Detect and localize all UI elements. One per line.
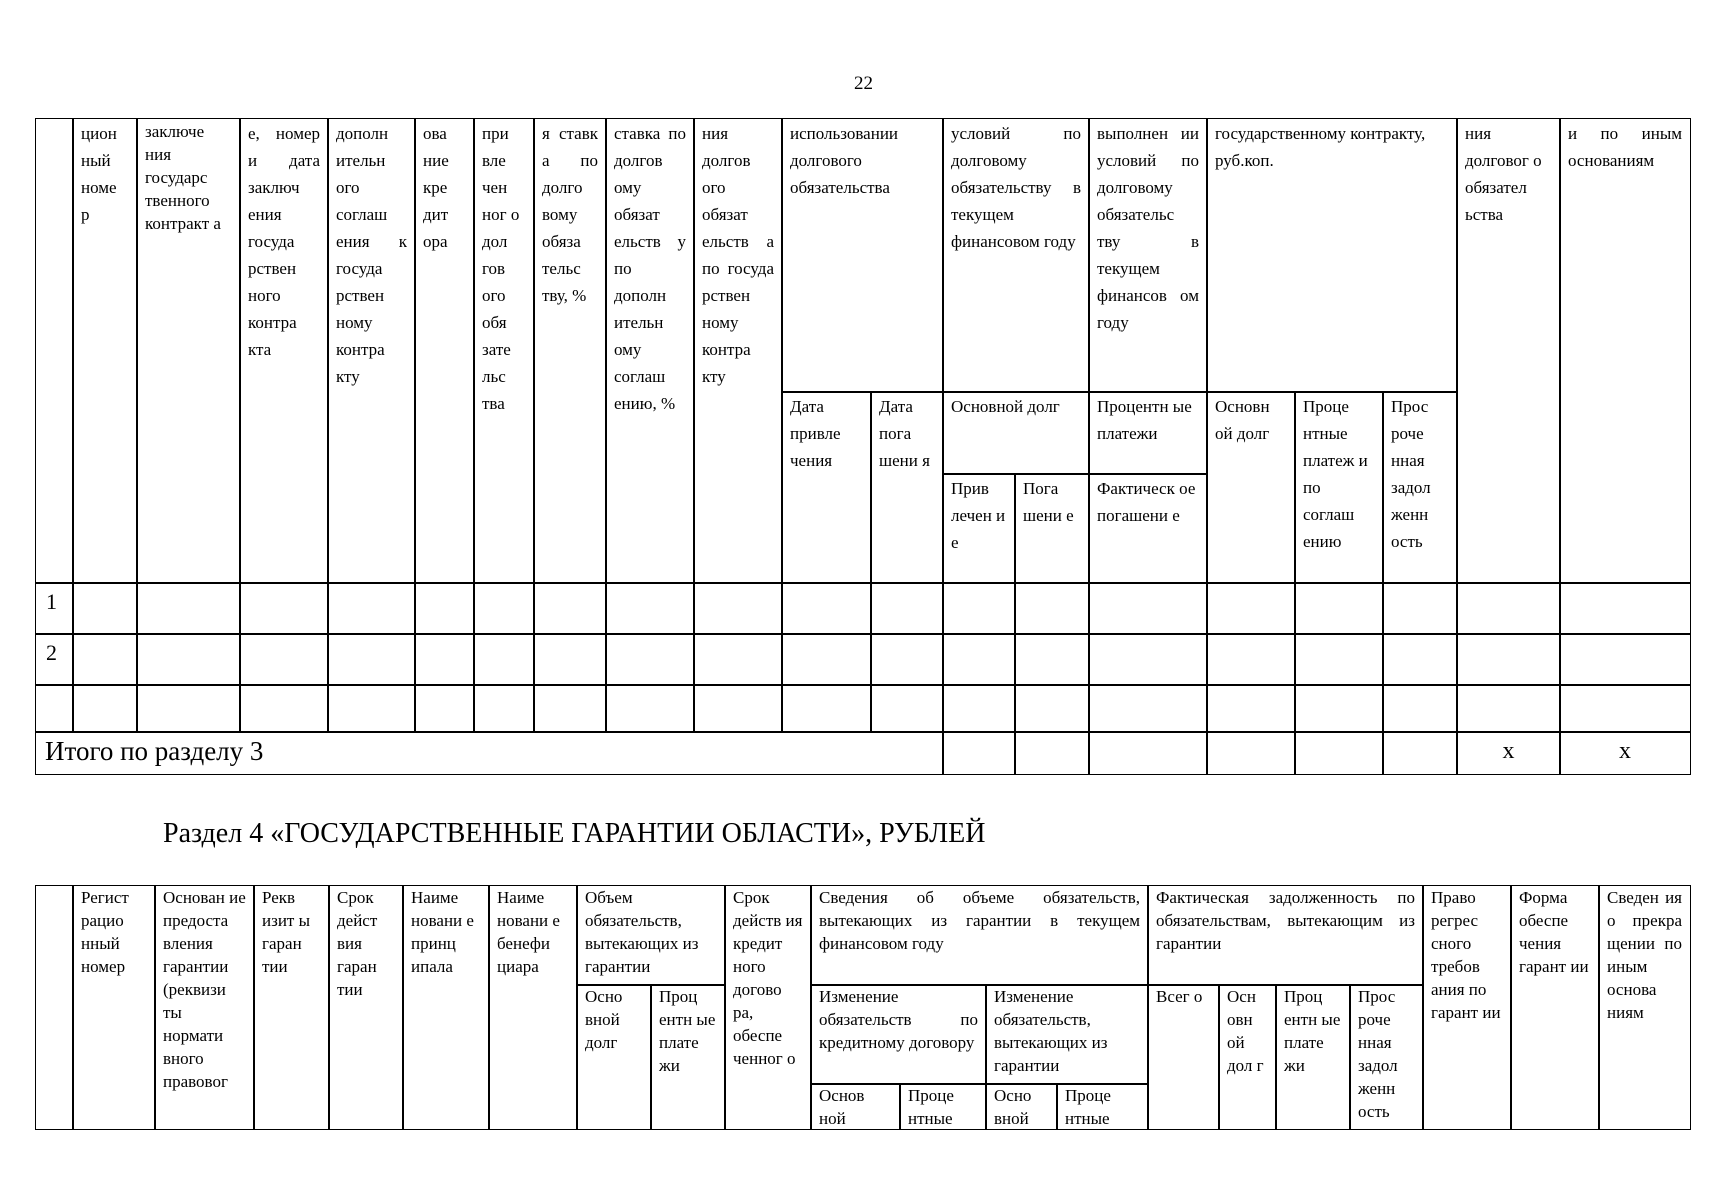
- table-cell: [414, 582, 475, 635]
- table-cell: [136, 684, 241, 733]
- table-cell: [473, 582, 535, 635]
- header-cell: Проц ентн ые плате жи: [650, 984, 726, 1130]
- header-cell: при вле чен ног о дол гов ого обя зате льс тва: [473, 118, 535, 584]
- table-cell: [327, 684, 416, 733]
- table-cell: [533, 633, 607, 686]
- table-cell: [781, 684, 872, 733]
- header-cell: Проце нтные: [899, 1083, 987, 1130]
- table-cell: [1382, 582, 1458, 635]
- table-cell: [327, 582, 416, 635]
- section4-heading: Раздел 4 «ГОСУДАРСТВЕННЫЕ ГАРАНТИИ ОБЛАСТИ», РУБЛЕЙ: [163, 818, 986, 849]
- table-cell: [1206, 633, 1296, 686]
- table-cell: [1088, 731, 1208, 775]
- header-cell: Проце нтные: [1056, 1083, 1149, 1130]
- table-cell: [605, 633, 695, 686]
- header-cell: Форма обеспе чения гарант ии: [1510, 885, 1600, 1130]
- header-cell: Фактическая задолженность по обязательствам, вытекающим из гарантии: [1147, 885, 1424, 986]
- table-cell: [533, 684, 607, 733]
- table-cell: [1014, 582, 1090, 635]
- table-cell: [1294, 633, 1384, 686]
- table-cell: [1088, 633, 1208, 686]
- table-cell: [1014, 684, 1090, 733]
- header-cell: Срок действ ия кредит ного догово ра, обеспе ченног о: [724, 885, 812, 1130]
- row-number: 1: [35, 582, 74, 635]
- row-number: 2: [35, 633, 74, 686]
- table-cell: [1206, 731, 1296, 775]
- row-number: [35, 684, 74, 733]
- total-x-mark: х: [1456, 731, 1561, 775]
- table-cell: [1559, 582, 1691, 635]
- header-cell: Прос роче нная задол женн ость: [1349, 984, 1424, 1130]
- table-cell: [1014, 633, 1090, 686]
- table-cell: [781, 582, 872, 635]
- header-cell: Основан ие предоста вления гарантии (реквизи ты нормати вного правовог: [154, 885, 255, 1130]
- table-cell: [473, 684, 535, 733]
- table-cell: [136, 633, 241, 686]
- table-cell: [72, 684, 138, 733]
- table-cell: [239, 684, 329, 733]
- table-cell: [1294, 684, 1384, 733]
- header-cell: [35, 885, 74, 1130]
- subheader-repaid: Пога шени е: [1014, 473, 1090, 584]
- subheader-actual-repayment: Фактическ ое погашени е: [1088, 473, 1208, 584]
- table-cell: [605, 582, 695, 635]
- table-cell: [533, 582, 607, 635]
- header-cell: Объем обязательств, вытекающих из гарантии: [576, 885, 726, 986]
- header-cell: Срок дейст вия гаран тии: [328, 885, 404, 1130]
- table-cell: [1294, 582, 1384, 635]
- header-cell: ова ние кре дит ора: [414, 118, 475, 584]
- header-cell: дополн ительн ого соглаш ения к госуда рствен ному контра кту: [327, 118, 416, 584]
- header-cell: Всег о: [1147, 984, 1220, 1130]
- header-cell: ставка по долгов ому обязат ельств у по дополн ительн ому соглаш ению, %: [605, 118, 695, 584]
- table-cell: [942, 731, 1016, 775]
- page-number: 22: [854, 73, 873, 94]
- table-cell: [1382, 684, 1458, 733]
- header-cell: Наиме новани е бенефи циара: [488, 885, 578, 1130]
- subheader-attracted: Прив лечен и е: [942, 473, 1016, 584]
- header-cell: Проц ентн ые плате жи: [1275, 984, 1351, 1130]
- table-cell: [870, 684, 944, 733]
- table-cell: [942, 633, 1016, 686]
- table-cell: [1088, 684, 1208, 733]
- header-cell: выполнен ии условий по долговому обязательс тву в текущем финансов ом году: [1088, 118, 1208, 393]
- table-cell: [1382, 633, 1458, 686]
- header-cell: Осно вной долг: [576, 984, 652, 1130]
- table-cell: [693, 633, 783, 686]
- header-cell: государственному контракту, руб.коп.: [1206, 118, 1458, 393]
- subheader-main-debt-2: Основн ой долг: [1206, 391, 1296, 584]
- header-cell: Рекв изит ы гаран тии: [253, 885, 330, 1130]
- header-cell: Изменение обязательств по кредитному договору: [810, 984, 987, 1085]
- table-cell: [1088, 582, 1208, 635]
- header-cell: е, номер и дата заключ ения госуда рствен ного контра кта: [239, 118, 329, 584]
- header-cell: [35, 118, 74, 584]
- table-cell: [414, 684, 475, 733]
- table-cell: [136, 582, 241, 635]
- table-cell: [72, 582, 138, 635]
- header-cell: Наиме новани е принц ипала: [402, 885, 490, 1130]
- subheader-date-attraction: Дата привле чения: [781, 391, 872, 584]
- header-cell: Сведения об объеме обязательств, вытекающих из гарантии в текущем финансовом году: [810, 885, 1149, 986]
- total-label: Итого по разделу 3: [35, 731, 944, 775]
- header-cell: Сведен ия о прекра щении по иным основа ниям: [1598, 885, 1691, 1130]
- table-cell: [870, 633, 944, 686]
- header-cell: ния долгов ого обязат ельств а по госуда рствен ному контра кту: [693, 118, 783, 584]
- header-cell: использовании долгового обязательства: [781, 118, 944, 393]
- header-cell: ния долговог о обязател ьства: [1456, 118, 1561, 584]
- table-cell: [942, 684, 1016, 733]
- table-cell: [239, 582, 329, 635]
- header-cell: Изменение обязательств, вытекающих из гарантии: [985, 984, 1149, 1085]
- table-cell: [781, 633, 872, 686]
- table-cell: [239, 633, 329, 686]
- table-cell: [1382, 731, 1458, 775]
- table-cell: [942, 582, 1016, 635]
- table-cell: [870, 582, 944, 635]
- header-cell: я ставк а по долго вому обяза тельс тву, %: [533, 118, 607, 584]
- table-cell: [605, 684, 695, 733]
- header-cell: Регист рацио нный номер: [72, 885, 156, 1130]
- header-cell: Право регрес сного требов ания по гарант ии: [1422, 885, 1512, 1130]
- table-cell: [1456, 582, 1561, 635]
- header-cell: цион ный номе р: [72, 118, 138, 584]
- table-cell: [1014, 731, 1090, 775]
- table-cell: [1456, 684, 1561, 733]
- table-cell: [414, 633, 475, 686]
- header-cell: условий по долговому обязательству в текущем финансовом году: [942, 118, 1090, 393]
- table-cell: [693, 582, 783, 635]
- subheader-date-repayment: Дата пога шени я: [870, 391, 944, 584]
- table-cell: [327, 633, 416, 686]
- header-cell: Осно вной: [985, 1083, 1058, 1130]
- table-cell: [72, 633, 138, 686]
- table-cell: [1559, 633, 1691, 686]
- subheader-interest: Процентн ые платежи: [1088, 391, 1208, 475]
- subheader-interest-agreement: Проце нтные платеж и по соглаш ению: [1294, 391, 1384, 584]
- header-cell: и по иным основаниям: [1559, 118, 1691, 584]
- table-cell: [1559, 684, 1691, 733]
- subheader-main-debt: Основной долг: [942, 391, 1090, 475]
- table-cell: [1294, 731, 1384, 775]
- header-cell: заключе ния государс твенного контракт а: [136, 118, 241, 584]
- header-cell: Осн овн ой дол г: [1218, 984, 1277, 1130]
- header-cell: Основ ной: [810, 1083, 901, 1130]
- subheader-overdue: Прос роче нная задол женн ость: [1382, 391, 1458, 584]
- table-cell: [693, 684, 783, 733]
- table-cell: [473, 633, 535, 686]
- table-cell: [1456, 633, 1561, 686]
- table-cell: [1206, 684, 1296, 733]
- table-cell: [1206, 582, 1296, 635]
- total-x-mark: х: [1559, 731, 1691, 775]
